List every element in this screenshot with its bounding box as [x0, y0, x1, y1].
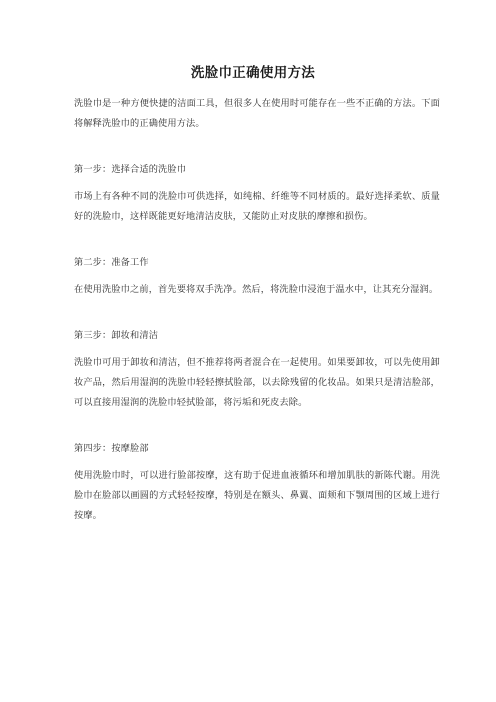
section-step-1: [74, 162, 440, 227]
section-step-3: [74, 328, 440, 413]
section-body: 在使用洗脸巾之前，首先要将双手洗净。然后，将洗脸巾浸泡于温水中，让其充分湿润。: [74, 284, 439, 295]
section-body: 洗脸巾可用于卸妆和清洁，但不推荐将两者混合在一起使用。如果要卸妆，可以先使用卸妆产品，然后用湿润的洗脸巾轻轻擦拭脸部，以去除残留的化妆品。如果只是清洁脸部，可以直接用湿润的洗脸巾轻拭脸部，将污垢和死皮去除。: [74, 357, 440, 408]
section-body: 使用洗脸巾时，可以进行脸部按摩，这有助于促进血液循环和增加肌肤的新陈代谢。用洗脸巾在脸部以画圆的方式轻轻按摩，特别是在额头、鼻翼、面颊和下颚周围的区域上进行按摩。: [74, 470, 440, 521]
section-step-2: [74, 255, 440, 300]
document-title: 洗脸巾正确使用方法: [190, 65, 316, 81]
section-step-4: [74, 441, 440, 526]
section-heading: 第二步：准备工作: [74, 257, 149, 268]
section-heading: 第四步：按摩脸部: [74, 443, 149, 454]
section-heading: 第三步：卸妆和清洁: [74, 330, 159, 341]
section-body: 市场上有各种不同的洗脸巾可供选择，如纯棉、纤维等不同材质的。最好选择柔软、质量好的洗脸巾，这样既能更好地清洁皮肤，又能防止对皮肤的摩擦和损伤。: [74, 191, 440, 222]
section-heading: 第一步：选择合适的洗脸巾: [74, 164, 187, 175]
intro-paragraph: 洗脸巾是一种方便快捷的洁面工具，但很多人在使用时可能存在一些不正确的方法。下面将解释洗脸巾的正确使用方法。: [74, 98, 440, 129]
